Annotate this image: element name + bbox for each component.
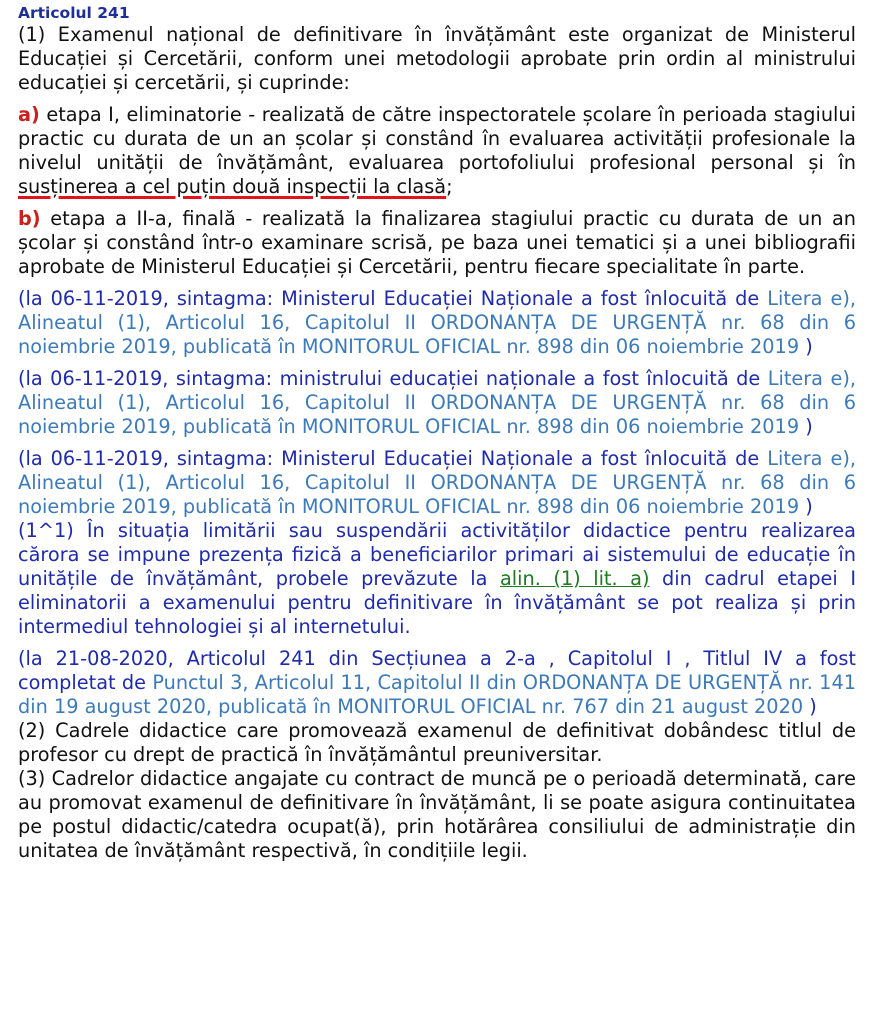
- amendment-note-3: [18, 447, 856, 519]
- item-b-text: etapa a II-a, finală - realizată la finalizarea stagiului practic cu durata de un an școlar și constând într-o examinare scrisă, pe baza unei tematici și a unei bibliografii aprobate de Ministerul Educației și Cercetării, pentru fiecare specialitate în parte.: [18, 207, 856, 278]
- note-2-lead: (la 06-11-2019, sintagma: ministrului educației naționale a fost înlocuită de: [18, 367, 768, 390]
- paragraph-2: (2) Cadrele didactice care promovează examenul de definitivat dobândesc titlul de profesor cu drept de practică în învățământul preuniversitar.: [18, 719, 856, 766]
- item-b-letter: b): [18, 207, 41, 230]
- note-1-lead: (la 06-11-2019, sintagma: Ministerul Educației Naționale a fost înlocuită de: [18, 287, 768, 310]
- paragraph-1-1: [18, 519, 856, 639]
- item-a-letter: a): [18, 103, 40, 126]
- item-a-end: ;: [446, 175, 453, 198]
- amendment-note-2: [18, 367, 856, 439]
- paragraph-1-1-tail: din cadrul etapei I eliminatorii a examenului pentru definitivare în învățământ se pot realiza și prin intermediul tehnologiei și al internetului.: [18, 567, 857, 638]
- note-4-tail: ): [803, 695, 817, 718]
- note-1-tail: ): [799, 335, 813, 358]
- article-title: Articolul 241: [18, 4, 130, 22]
- note-2-link[interactable]: Litera e), Alineatul (1), Articolul 16, Capitolul II ORDONANȚA DE URGENȚĂ nr. 68 din 6 noiembrie 2019, publicată în MONITORUL OFICIAL nr. 898 din 06 noiembrie 2019: [18, 367, 856, 438]
- item-a: [18, 103, 856, 199]
- paragraph-1: (1) Examenul național de definitivare în învățământ este organizat de Ministerul Educației și Cercetării, conform unei metodologii aprobate prin ordin al ministrului educației și cercetării, și cuprinde:: [18, 23, 856, 94]
- note-4-lead: (la 21-08-2020, Articolul 241 din Secțiunea a 2-a , Capitolul I , Titlul IV a fost completat de: [18, 647, 856, 694]
- paragraph-1-1-lead: (1^1) În situația limitării sau suspendării activităților didactice pentru realizarea cărora se impune prezența fizică a beneficiarilor primari ai sistemului de educație în unitățile de învățământ, probele prevăzute la: [18, 519, 856, 590]
- note-3-link[interactable]: Litera e), Alineatul (1), Articolul 16, Capitolul II ORDONANȚA DE URGENȚĂ nr. 68 din 6 noiembrie 2019, publicată în MONITORUL OFICIAL nr. 898 din 06 noiembrie 2019: [18, 447, 856, 518]
- note-3-tail: ): [799, 495, 813, 518]
- note-1-link[interactable]: Litera e), Alineatul (1), Articolul 16, Capitolul II ORDONANȚA DE URGENȚĂ nr. 68 din 6 noiembrie 2019, publicată în MONITORUL OFICIAL nr. 898 din 06 noiembrie 2019: [18, 287, 856, 358]
- amendment-note-1: [18, 287, 856, 359]
- item-b: [18, 207, 856, 279]
- highlighted-phrase: susținerea a cel puțin două inspecții la clasă: [18, 175, 447, 198]
- note-3-lead: (la 06-11-2019, sintagma: Ministerul Educației Naționale a fost înlocuită de: [18, 447, 768, 470]
- note-4-link[interactable]: Punctul 3, Articolul 11, Capitolul II din ORDONANȚA DE URGENȚĂ nr. 141 din 19 august 2020, publicată în MONITORUL OFICIAL nr. 767 din 21 august 2020: [18, 671, 856, 718]
- amendment-note-4: [18, 647, 856, 719]
- note-2-tail: ): [799, 415, 813, 438]
- item-a-text: etapa I, eliminatorie - realizată de către inspectoratele școlare în perioada stagiului practic cu durata de un an școlar și constând în evaluarea activității profesionale la nivelul unității de învățământ, evaluarea portofoliului profesional personal și în: [18, 103, 856, 174]
- alin-1-lit-a-link[interactable]: alin. (1) lit. a): [499, 567, 650, 590]
- paragraph-3: (3) Cadrelor didactice angajate cu contract de muncă pe o perioadă determinată, care au promovat examenul de definitivare în învățământ, li se poate asigura continuitatea pe postul didactic/catedra ocupat(ă), prin hotărârea consiliului de administrație din unitatea de învățământ respectivă, în condițiile legii.: [18, 767, 856, 862]
